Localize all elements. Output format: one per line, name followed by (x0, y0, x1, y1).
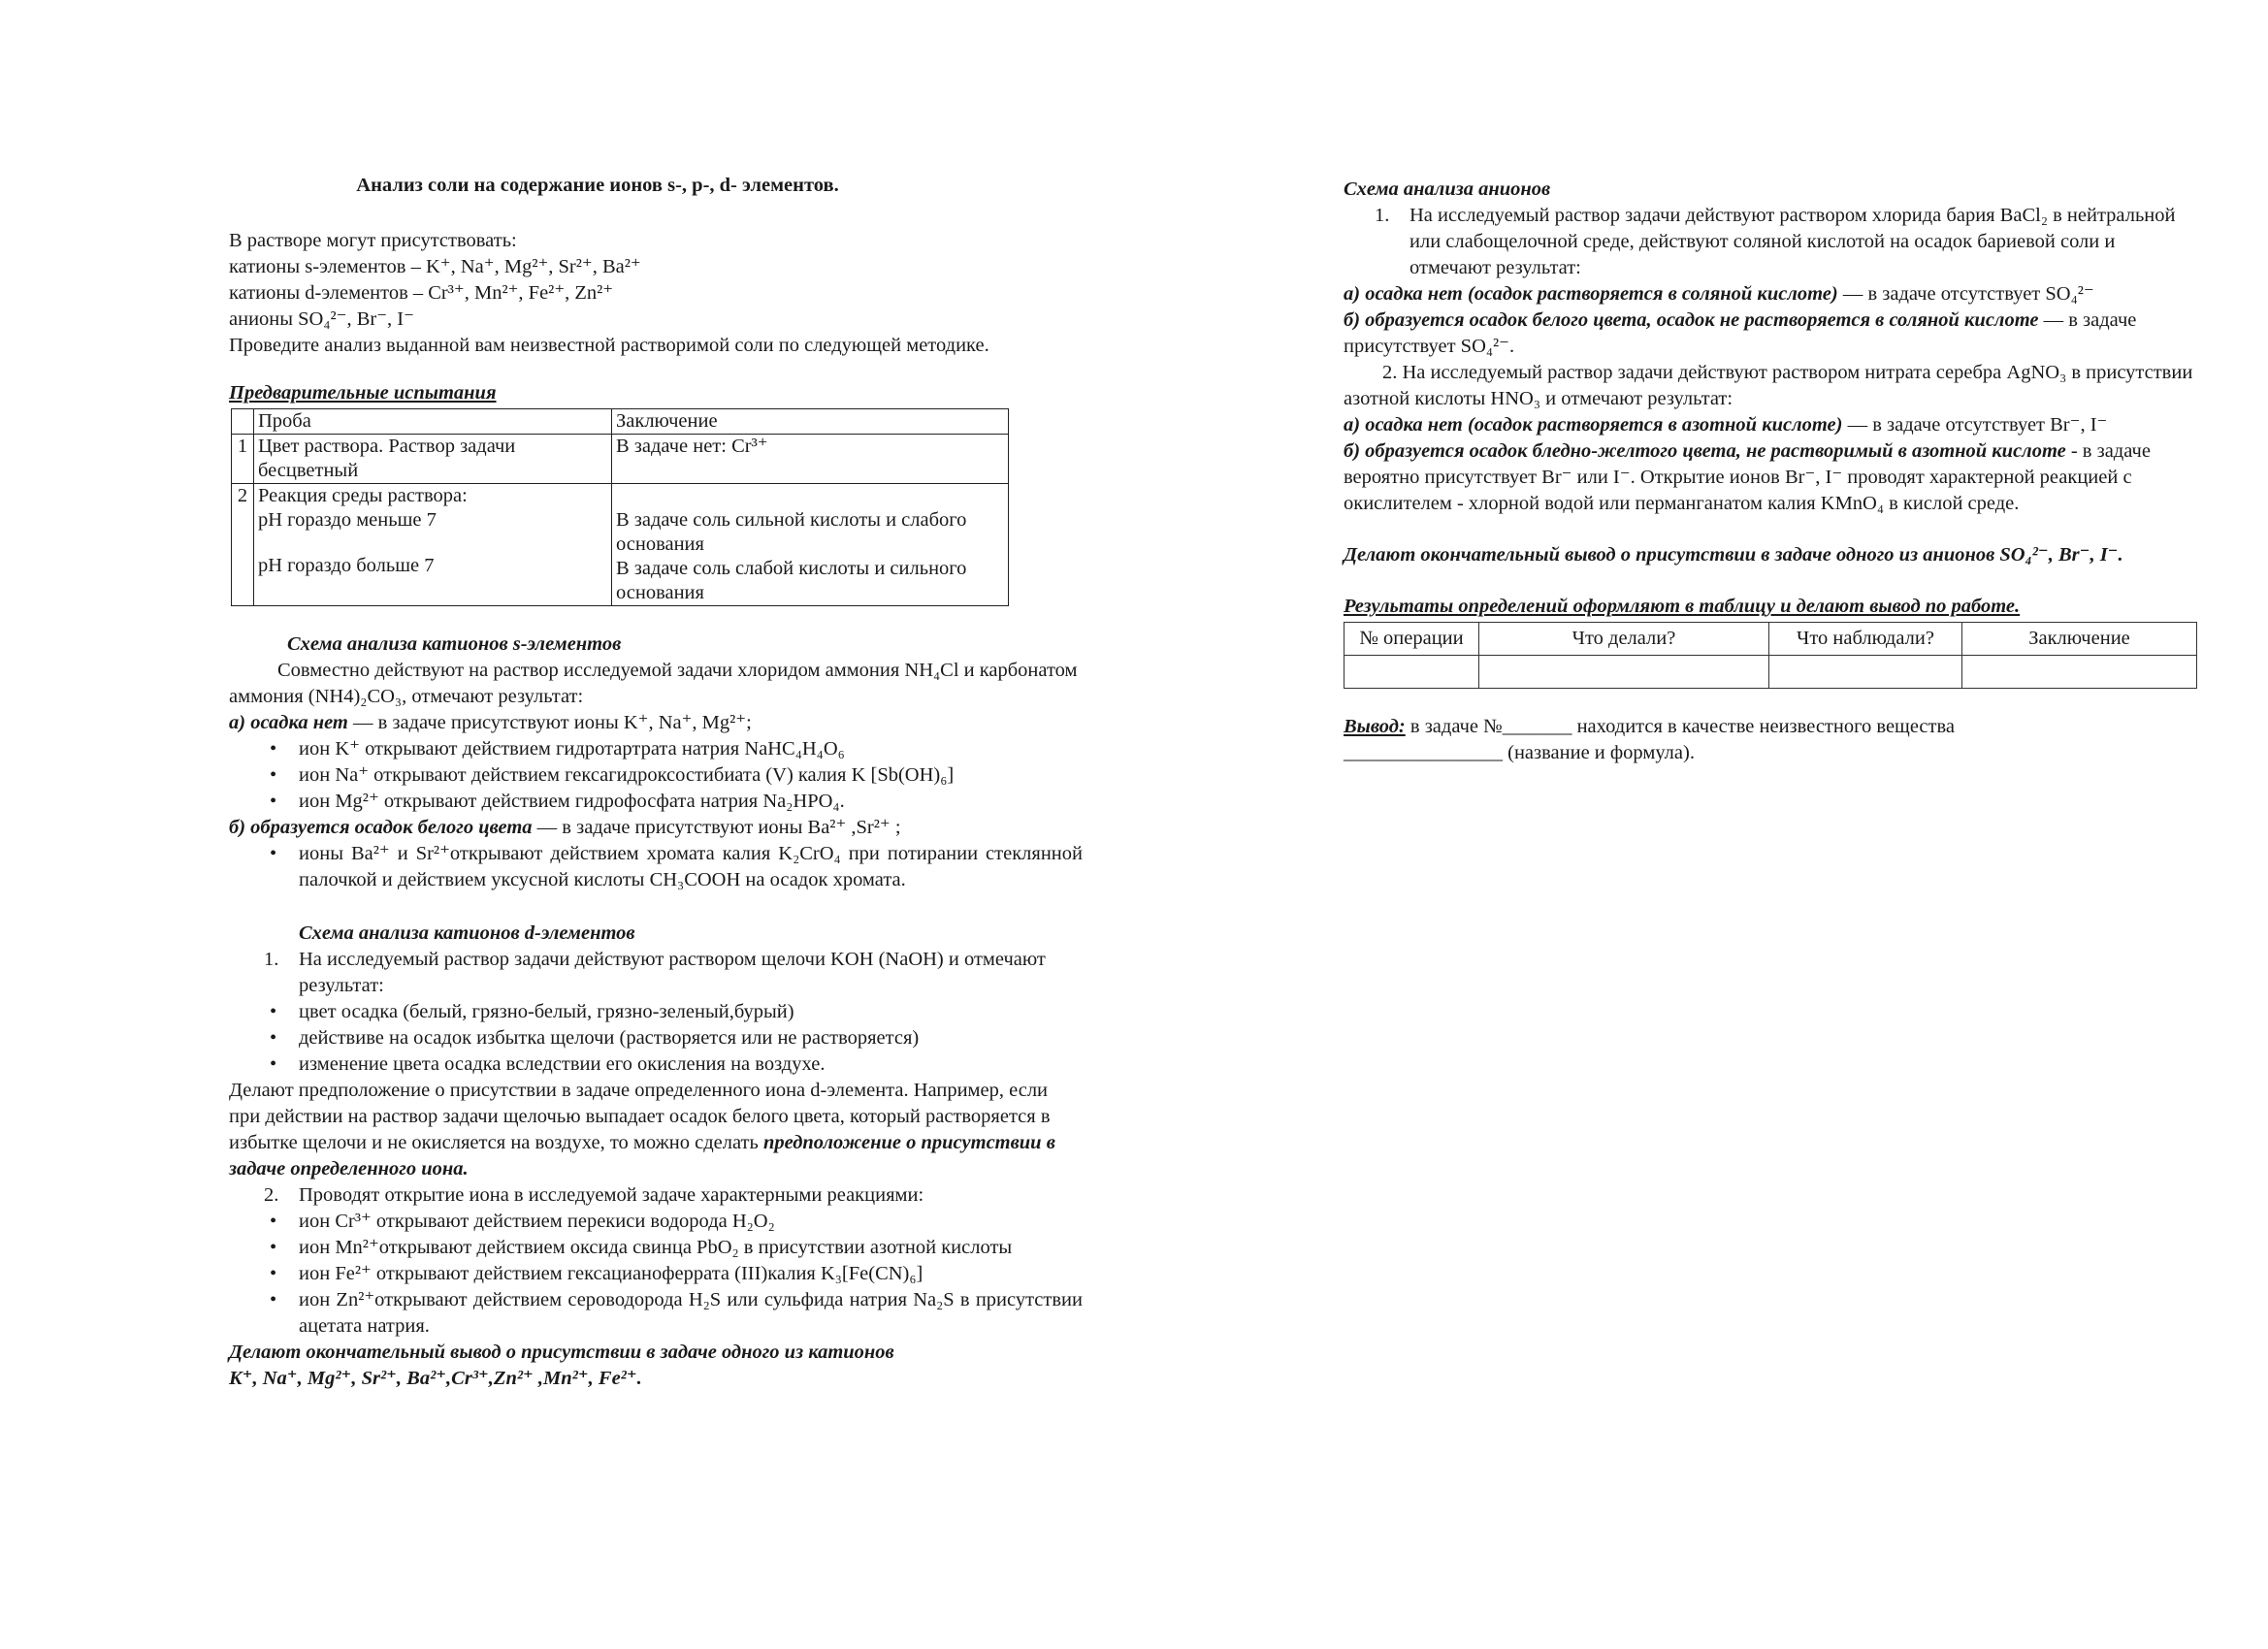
table-row (232, 484, 1009, 606)
list-item (264, 947, 1083, 999)
step-text: На исследуемый раствор задачи действуют раствором хлорида бария BaCl₂ в нейтральной или слабощелочной среде, действуют соляной кислотой на осадок бариевой соли и отмечают результат: (1409, 205, 2176, 278)
intro-line: Проведите анализ выданной вам неизвестной растворимой соли по следующей методике. (229, 335, 989, 356)
anion-section-title: Схема анализа анионов (1344, 178, 1551, 200)
list-item: • действиве на осадок избытка щелочи (растворяется или не растворяется) (299, 1025, 1083, 1051)
conclusion-line-2: ________________ (название и формула). (1344, 742, 1695, 763)
list-item (1375, 203, 2197, 281)
conclusion-label: Вывод: (1344, 716, 1406, 737)
table-header-cell: № операции (1345, 623, 1479, 656)
list-item: • ион Fe²⁺ открывают действием гексацианоферрата (III)калия K₃[Fe(CN)₆] (299, 1261, 1083, 1287)
d-final-ions: K⁺, Na⁺, Mg²⁺, Sr²⁺, Ba²⁺,Cr³⁺,Zn²⁺ ,Mn²⁺, Fe²⁺. (229, 1368, 642, 1389)
table-cell[interactable] (1962, 656, 2197, 689)
a1-b-line (1344, 307, 2197, 360)
list-item: • ион Na⁺ открывают действием гексагидроксостибиата (V) калия K [Sb(OH)₆] (299, 762, 1083, 789)
table-cell: 1 (232, 435, 254, 484)
list-item: • цвет осадка (белый, грязно-белый, грязно-зеленый,бурый) (299, 999, 1083, 1025)
step-text: На исследуемый раствор задачи действуют раствором щелочи KOH (NaOH) и отмечают результат: (299, 949, 1046, 996)
intro-line: анионы SO₄²⁻, Br⁻, I⁻ (229, 308, 414, 330)
table-header-cell: Заключение (612, 409, 1009, 435)
intro-line: катионы d-элементов – Cr³⁺, Mn²⁺, Fe²⁺, Zn²⁺ (229, 282, 614, 304)
a1-a-line (1344, 281, 2197, 307)
anion-step1-list (1344, 203, 2197, 281)
table-cell (612, 484, 1009, 606)
row-number: 2 (237, 485, 248, 506)
d-paragraph-text: Делают предположение о присутствии в задаче определенного иона d-элемента. Например, если при действии на раствор задачи щелочью выпадает осадок белого цвета, который растворяется в избытке щелочи и не окисляется на воздухе, то можно сделать (229, 1080, 1051, 1153)
s-intro (229, 658, 1083, 710)
table-cell (254, 484, 612, 606)
conclusion-line (1344, 714, 2197, 740)
conclusion-text: В задаче соль слабой кислоты и сильного основания (616, 558, 967, 603)
d-final-line: Делают окончательный вывод о присутствии в задаче одного из катионов (229, 1342, 894, 1363)
table-row (1345, 656, 2197, 689)
conclusion-text: В задаче соль сильной кислоты и слабого основания (616, 509, 967, 555)
a1-a-label: а) осадка нет (осадок растворяется в соляной кислоте) (1344, 283, 1838, 305)
table-header-cell: Проба (254, 409, 612, 435)
s-b-label: б) образуется осадок белого цвета (229, 817, 533, 838)
s-b-line (229, 815, 1083, 841)
right-column (1344, 177, 2197, 766)
table-header-row (232, 409, 1009, 435)
d-step1-items (229, 999, 1083, 1078)
table-header-cell (232, 409, 254, 435)
left-column (229, 173, 1083, 1392)
d-step1-list (229, 947, 1083, 999)
s-intro-text: Совместно действуют на раствор исследуемой задачи хлоридом аммония NH₄Cl и карбонатом аммония (NH4)₂CO₃, отмечают результат: (229, 660, 1078, 707)
probe-text: pH гораздо меньше 7 (258, 509, 437, 531)
s-a-list (229, 736, 1083, 815)
intro-line: В растворе могут присутствовать: (229, 230, 517, 251)
list-item: • ион Cr³⁺ открывают действием перекиси водорода H₂O₂ (299, 1209, 1083, 1235)
list-item: • ион Mn²⁺открывают действием оксида свинца PbO₂ в присутствии азотной кислоты (299, 1235, 1083, 1261)
table-cell[interactable] (1345, 656, 1479, 689)
table-cell (232, 484, 254, 606)
step-text: Проводят открытие иона в исследуемой задаче характерными реакциями: (299, 1184, 924, 1206)
table-cell: В задаче нет: Cr³⁺ (612, 435, 1009, 484)
probe-text: pH гораздо больше 7 (258, 555, 435, 576)
list-item: • ион Zn²⁺открывают действием сероводорода H₂S или сульфида натрия Na₂S в присутствии ацетата натрия. (299, 1287, 1083, 1340)
table-header-cell: Заключение (1962, 623, 2197, 656)
a2-b-label: б) образуется осадок бледно-желтого цвета, не растворимый в азотной кислоте (1344, 440, 2066, 462)
conclusion-text: в задаче №_______ находится в качестве неизвестного вещества (1405, 716, 1955, 737)
d-paragraph (229, 1078, 1083, 1182)
prelim-table (231, 408, 1009, 606)
list-item (264, 1182, 1083, 1209)
results-title: Результаты определений оформляют в таблицу и делают вывод по работе. (1344, 596, 2021, 617)
page-title: Анализ соли на содержание ионов s-, p-, d- элементов. (356, 175, 839, 196)
s-a-line (229, 710, 1083, 736)
probe-text: Реакция среды раствора: (258, 485, 468, 506)
s-section-title: Схема анализа катионов s-элементов (287, 633, 622, 655)
s-b-list (229, 841, 1083, 893)
d-step2-items (229, 1209, 1083, 1340)
list-item: • ион Mg²⁺ открывают действием гидрофосфата натрия Na₂HPO₄. (299, 789, 1083, 815)
intro-line: катионы s-элементов – K⁺, Na⁺, Mg²⁺, Sr²⁺, Ba²⁺ (229, 256, 641, 277)
a1-a-text: — в задаче отсутствует SO₄²⁻ (1837, 283, 2094, 305)
a2-b-line (1344, 438, 2197, 517)
table-cell: Цвет раствора. Раствор задачи бесцветный (254, 435, 612, 484)
list-item: • ион K⁺ открывают действием гидротартрата натрия NaHC₄H₄O₆ (299, 736, 1083, 762)
prelim-title: Предварительные испытания (229, 382, 497, 404)
d-paragraph-bold: предположение о присутствии в задаче определенного иона. (229, 1132, 1055, 1180)
table-header-cell: Что делали? (1479, 623, 1769, 656)
table-header-cell: Что наблюдали? (1769, 623, 1962, 656)
a2-b-text: - в задаче вероятно присутствует Br⁻ или I⁻. Открытие ионов Br⁻, I⁻ проводят характерной реакцией с окислителем - хлорной водой или перманганатом калия KMnO₄ в кислой среде. (1344, 440, 2151, 514)
list-item: • изменение цвета осадка вследствии его окисления на воздухе. (299, 1051, 1083, 1078)
table-cell[interactable] (1769, 656, 1962, 689)
d-step2-list (229, 1182, 1083, 1209)
a2-a-line (1344, 412, 2197, 438)
table-header-row (1345, 623, 2197, 656)
table-row (232, 435, 1009, 484)
d-section-title: Схема анализа катионов d-элементов (299, 922, 635, 944)
a2-a-label: а) осадка нет (осадок растворяется в азотной кислоте) (1344, 414, 1843, 436)
a2-a-text: — в задаче отсутствует Br⁻, I⁻ (1842, 414, 2108, 436)
anion-final: Делают окончательный вывод о присутствии в задаче одного из анионов SO₄²⁻, Br⁻, I⁻. (1344, 544, 2123, 566)
step-number: 1. (264, 949, 279, 970)
a1-b-label: б) образуется осадок белого цвета, осадок не растворяется в соляной кислоте (1344, 309, 2039, 331)
a1-b-text: — в задаче присутствует SO₄²⁻. (1344, 309, 2137, 357)
s-a-text: — в задаче присутствуют ионы K⁺, Na⁺, Mg²⁺; (347, 712, 752, 733)
table-cell[interactable] (1479, 656, 1769, 689)
anion-step2: 2. На исследуемый раствор задачи действуют раствором нитрата серебра AgNO₃ в присутствии азотной кислоты HNO₃ и отмечают результат: (1344, 362, 2193, 409)
list-item: • ионы Ba²⁺ и Sr²⁺открывают действием хромата калия K₂CrO₄ при потирании стеклянной палочкой и действием уксусной кислоты CH₃COOH на осадок хромата. (299, 841, 1083, 893)
step-number: 1. (1375, 205, 1390, 226)
s-b-text: — в задаче присутствуют ионы Ba²⁺ ,Sr²⁺ ; (532, 817, 901, 838)
results-table (1344, 622, 2197, 689)
s-a-label: а) осадка нет (229, 712, 348, 733)
step-number: 2. (264, 1184, 279, 1206)
